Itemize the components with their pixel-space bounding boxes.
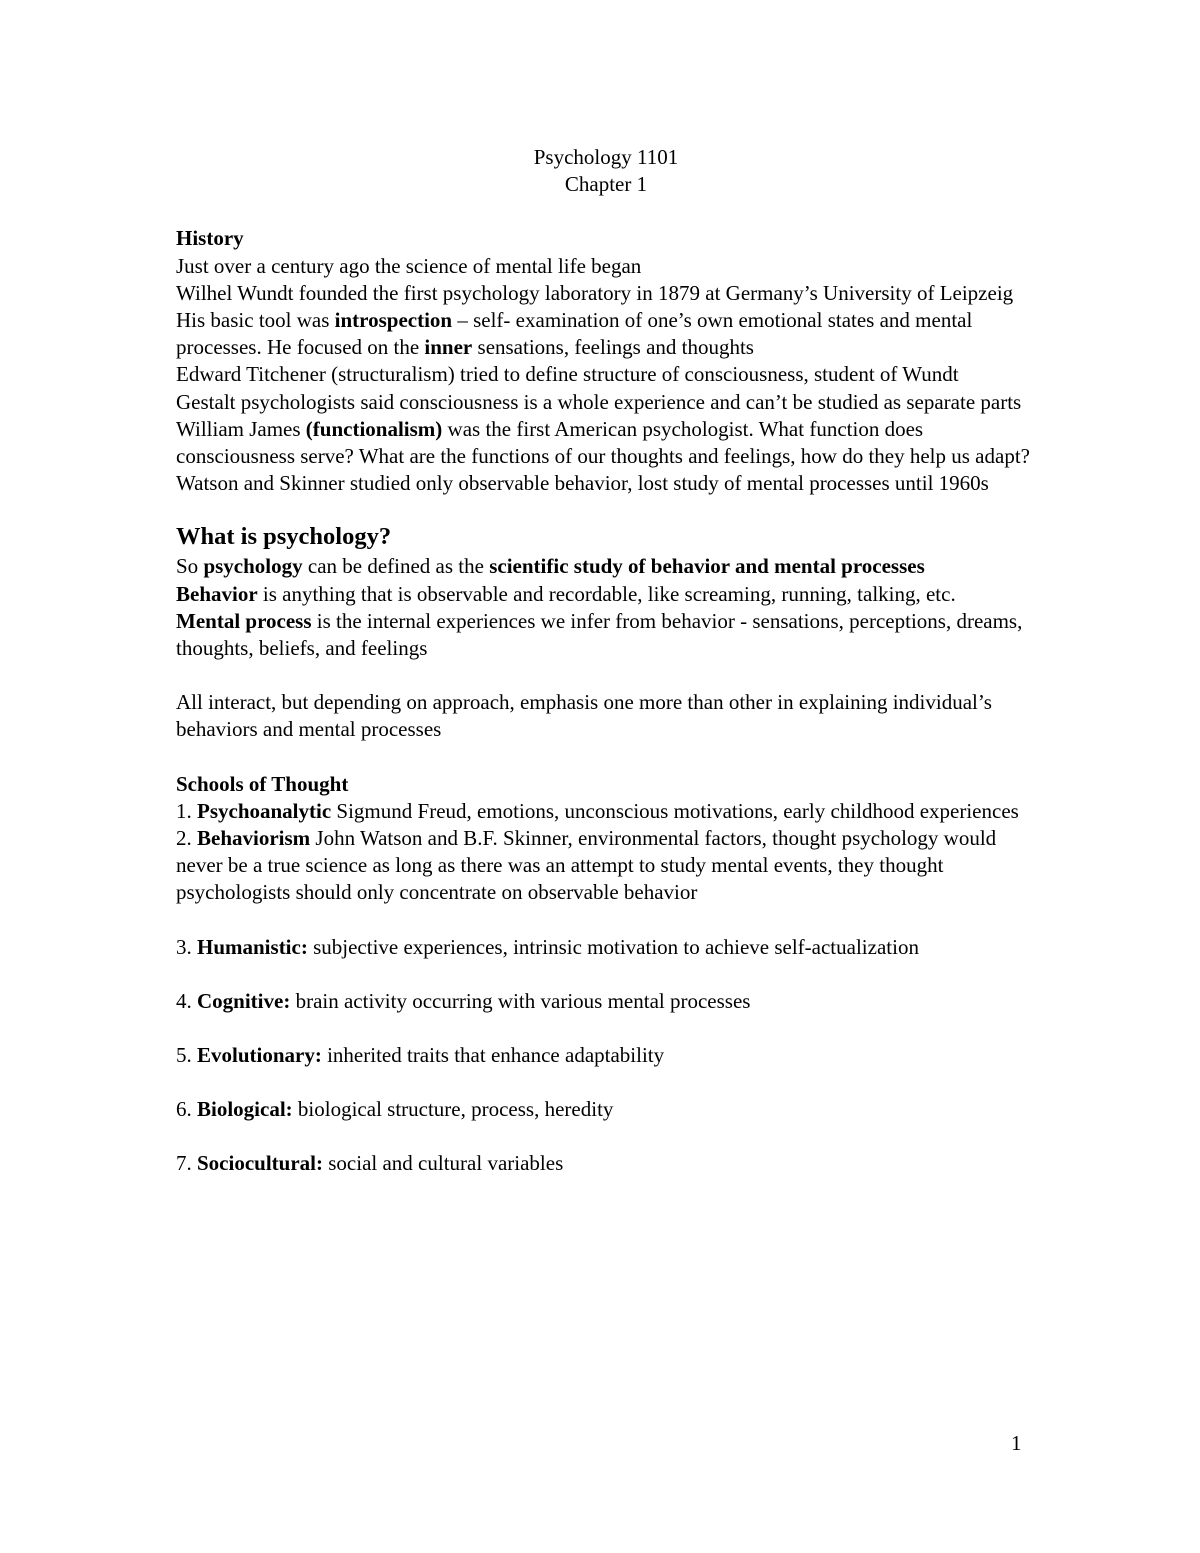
history-heading: History xyxy=(176,226,244,251)
item-term: Humanistic: xyxy=(197,934,308,959)
text: William James xyxy=(176,416,306,441)
item-text: social and cultural variables xyxy=(323,1151,564,1176)
item-term: Evolutionary: xyxy=(197,1043,322,1068)
item-term: Cognitive: xyxy=(197,988,291,1013)
text: was the first American psychologist. What function does consciousness serve? What are the functions of our thoughts and feelings, how do they help us adapt? xyxy=(176,416,1030,469)
item-number: 5. xyxy=(176,1043,197,1068)
item-text: John Watson and B.F. Skinner, environmental factors, thought psychology would never be a true science as long as there was an attempt to study mental events, they thought psychologists should only concentrate on observable behavior xyxy=(176,826,997,905)
term-psychology: psychology xyxy=(203,554,303,579)
text: sensations, feelings and thoughts xyxy=(472,335,754,360)
text: So xyxy=(176,554,204,579)
item-text: inherited traits that enhance adaptability xyxy=(321,1043,665,1068)
school-item-5 xyxy=(176,1042,1036,1069)
school-item-6 xyxy=(176,1096,1036,1123)
document-page xyxy=(176,144,1036,1178)
history-line-5: Gestalt psychologists said consciousness is a whole experience and can’t be studied as separate parts xyxy=(176,389,1022,414)
item-number: 7. xyxy=(176,1151,197,1176)
item-text: Sigmund Freud, emotions, unconscious motivations, early childhood experiences xyxy=(331,798,1019,823)
item-text: biological structure, process, heredity xyxy=(292,1097,614,1122)
text: – self- examination of one’s own emotional states and mental processes. He focused on the xyxy=(176,308,973,360)
term-behavior: Behavior xyxy=(176,581,258,606)
school-item-7 xyxy=(176,1150,1036,1177)
item-text: subjective experiences, intrinsic motivation to achieve self-actualization xyxy=(307,934,919,959)
school-item-1 xyxy=(176,798,1036,825)
behavior-line xyxy=(176,581,1036,608)
item-text: brain activity occurring with various mental processes xyxy=(290,988,751,1013)
term-functionalism: (functionalism) xyxy=(305,416,443,441)
item-term: Behaviorism xyxy=(197,826,311,851)
school-item-4 xyxy=(176,988,1036,1015)
page-number: 1 xyxy=(1011,1431,1022,1455)
term-introspection: introspection xyxy=(334,308,453,333)
course-title: Psychology 1101 xyxy=(533,145,679,169)
definition-line xyxy=(176,553,1036,580)
chapter-title: Chapter 1 xyxy=(564,172,648,197)
school-item-3 xyxy=(176,934,1036,961)
term-inner: inner xyxy=(424,335,473,360)
term-definition: scientific study of behavior and mental processes xyxy=(489,554,925,579)
item-number: 3. xyxy=(176,934,197,959)
history-line-2: Wilhel Wundt founded the first psychology laboratory in 1879 at Germany’s University of Leipzeig xyxy=(176,280,1014,305)
text: His basic tool was xyxy=(176,308,335,333)
text: is the internal experiences we infer from behavior - sensations, perceptions, dreams, thoughts, beliefs, and feelings xyxy=(176,608,1023,661)
mental-process-line xyxy=(176,608,1036,662)
history-line-3 xyxy=(176,307,1036,361)
item-number: 1. xyxy=(176,798,197,823)
history-line-7: Watson and Skinner studied only observable behavior, lost study of mental processes until 1960s xyxy=(176,471,989,496)
school-item-2 xyxy=(176,825,1036,907)
history-line-6 xyxy=(176,416,1036,470)
item-term: Biological: xyxy=(197,1097,293,1122)
item-term: Psychoanalytic xyxy=(197,798,332,823)
interact-paragraph: All interact, but depending on approach, emphasis one more than other in explaining individual’s behaviors and mental processes xyxy=(176,690,992,742)
item-term: Sociocultural: xyxy=(197,1151,323,1176)
what-is-psychology-heading: What is psychology? xyxy=(176,523,392,551)
history-line-4: Edward Titchener (structuralism) tried to define structure of consciousness, student of Wundt xyxy=(176,362,959,387)
item-number: 2. xyxy=(176,826,197,851)
schools-heading: Schools of Thought xyxy=(176,771,349,796)
text: is anything that is observable and recordable, like screaming, running, talking, etc. xyxy=(257,581,956,606)
item-number: 6. xyxy=(176,1097,197,1122)
text: can be defined as the xyxy=(302,554,490,579)
item-number: 4. xyxy=(176,988,197,1013)
history-line-1: Just over a century ago the science of mental life began xyxy=(176,253,642,278)
term-mental-process: Mental process xyxy=(176,608,312,633)
